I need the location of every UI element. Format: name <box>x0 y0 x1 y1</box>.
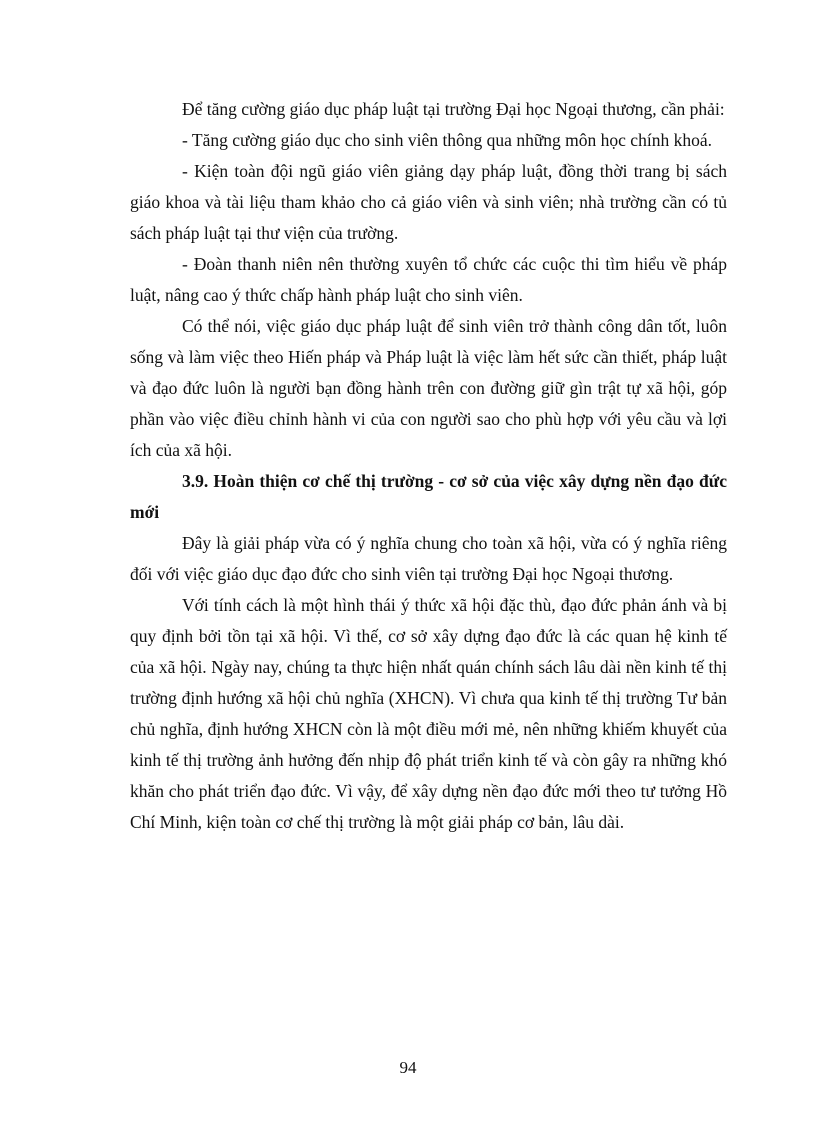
paragraph-section-intro: Đây là giải pháp vừa có ý nghĩa chung cho toàn xã hội, vừa có ý nghĩa riêng đối với việc giáo dục đạo đức cho sinh viên tại trường Đại học Ngoại thương. <box>130 533 727 584</box>
paragraph-conclusion: Có thể nói, việc giáo dục pháp luật để sinh viên trở thành công dân tốt, luôn sống và làm việc theo Hiến pháp và Pháp luật là việc làm hết sức cần thiết, pháp luật và đạo đức luôn là người bạn đồng hành trên con đường giữ gìn trật tự xã hội, góp phần vào việc điều chỉnh hành vi của con người sao cho phù hợp với yêu cầu và lợi ích của xã hội. <box>130 316 727 460</box>
bullet-item-3: - Đoàn thanh niên nên thường xuyên tổ chức các cuộc thi tìm hiểu về pháp luật, nâng cao ý thức chấp hành pháp luật cho sinh viên. <box>130 254 727 305</box>
page-body <box>130 94 727 838</box>
section-heading: 3.9. Hoàn thiện cơ chế thị trường - cơ sở của việc xây dựng nền đạo đức mới <box>130 471 727 522</box>
bullet-item-2: - Kiện toàn đội ngũ giáo viên giảng dạy pháp luật, đồng thời trang bị sách giáo khoa và tài liệu tham khảo cho cả giáo viên và sinh viên; nhà trường cần có tủ sách pháp luật tại thư viện của trường. <box>130 161 727 243</box>
page-number: 94 <box>399 1058 417 1077</box>
bullet-item-1: - Tăng cường giáo dục cho sinh viên thông qua những môn học chính khoá. <box>182 130 712 150</box>
paragraph-intro: Để tăng cường giáo dục pháp luật tại trường Đại học Ngoại thương, cần phải: <box>182 99 725 119</box>
paragraph-section-body: Với tính cách là một hình thái ý thức xã hội đặc thù, đạo đức phản ánh và bị quy định bởi tồn tại xã hội. Vì thế, cơ sở xây dựng đạo đức là các quan hệ kinh tế của xã hội. Ngày nay, chúng ta thực hiện nhất quán chính sách lâu dài nền kinh tế thị trường định hướng xã hội chủ nghĩa (XHCN). Vì chưa qua kinh tế thị trường Tư bản chủ nghĩa, định hướng XHCN còn là một điều mới mẻ, nên những khiếm khuyết của kinh tế thị trường ảnh hưởng đến nhịp độ phát triển kinh tế và còn gây ra những khó khăn cho phát triển đạo đức. Vì vậy, để xây dựng nền đạo đức mới theo tư tưởng Hồ Chí Minh, kiện toàn cơ chế thị trường là một giải pháp cơ bản, lâu dài. <box>130 595 727 832</box>
